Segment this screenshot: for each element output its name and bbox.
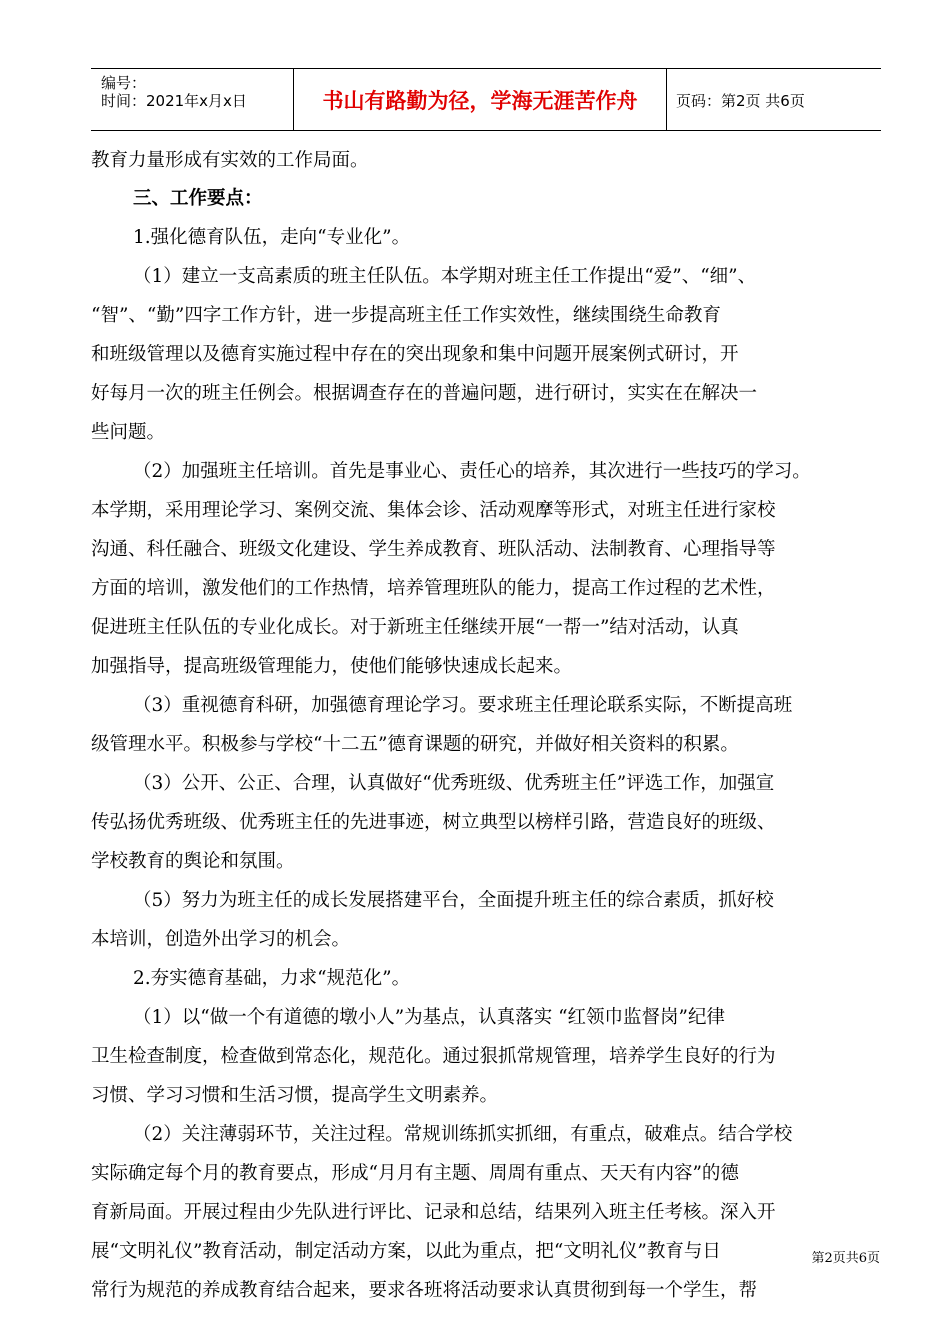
- body-line: （3）重视德育科研，加强德育理论学习。要求班主任理论联系实际，不断提高班: [133, 695, 793, 716]
- body-line: “智”、“勤”四字工作方针，进一步提高班主任工作实效性，继续围绕生命教育: [91, 305, 721, 326]
- page-footer: 第2页共6页: [811, 1251, 880, 1266]
- document-header: [91, 68, 881, 131]
- body-line: 级管理水平。积极参与学校“十二五”德育课题的研究，并做好相关资料的积累。: [91, 734, 739, 755]
- header-meta-cell: [91, 69, 292, 130]
- body-line: 传弘扬优秀班级、优秀班主任的先进事迹，树立典型以榜样引路，营造良好的班级、: [91, 812, 776, 833]
- body-line: 习惯、学习习惯和生活习惯，提高学生文明素养。: [91, 1085, 499, 1106]
- subsection-heading: 2.夯实德育基础，力求“规范化”。: [133, 968, 411, 989]
- body-line: 实际确定每个月的教育要点，形成“月月有主题、周周有重点、天天有内容”的德: [91, 1163, 739, 1184]
- body-line: 本培训，创造外出学习的机会。: [91, 929, 351, 950]
- header-motto-cell: [293, 69, 667, 130]
- body-line: 学校教育的舆论和氛围。: [91, 851, 295, 872]
- body-line: （2）加强班主任培训。首先是事业心、责任心的培养，其次进行一些技巧的学习。: [133, 461, 811, 482]
- header-motto: 书山有路勤为径，学海无涯苦作舟: [322, 89, 638, 113]
- body-line: 本学期，采用理论学习、案例交流、集体会诊、活动观摩等形式，对班主任进行家校: [91, 500, 776, 521]
- body-line: 教育力量形成有实效的工作局面。: [91, 150, 369, 171]
- body-line: 育新局面。开展过程由少先队进行评比、记录和总结，结果列入班主任考核。深入开: [91, 1202, 776, 1223]
- body-line: 和班级管理以及德育实施过程中存在的突出现象和集中问题开展案例式研讨，开: [91, 344, 739, 365]
- body-line: 沟通、科任融合、班级文化建设、学生养成教育、班队活动、法制教育、心理指导等: [91, 539, 776, 560]
- header-page-label: 页码：第2页 共6页: [676, 92, 805, 110]
- body-line: （2）关注薄弱环节，关注过程。常规训练抓实抓细，有重点，破难点。结合学校: [133, 1124, 793, 1145]
- document-number-label: 编号：: [101, 74, 147, 92]
- section-heading: 三、工作要点：: [133, 188, 263, 209]
- header-page-cell: [666, 69, 881, 130]
- subsection-heading: 1.强化德育队伍，走向“专业化”。: [133, 227, 411, 248]
- body-line: （1）建立一支高素质的班主任队伍。本学期对班主任工作提出“爱”、“细”、: [133, 266, 757, 287]
- body-line: （3）公开、公正、合理，认真做好“优秀班级、优秀班主任”评选工作，加强宣: [133, 773, 775, 794]
- body-line: 常行为规范的养成教育结合起来，要求各班将活动要求认真贯彻到每一个学生，帮: [91, 1280, 758, 1301]
- body-line: 好每月一次的班主任例会。根据调查存在的普遍问题，进行研讨，实实在在解决一: [91, 383, 758, 404]
- body-line: （1）以“做一个有道德的墩小人”为基点，认真落实 “红领巾监督岗”纪律: [133, 1007, 725, 1028]
- body-line: 些问题。: [91, 422, 166, 443]
- body-line: 促进班主任队伍的专业化成长。对于新班主任继续开展“一帮一”结对活动，认真: [91, 617, 739, 638]
- body-line: 加强指导，提高班级管理能力，使他们能够快速成长起来。: [91, 656, 573, 677]
- body-line: 展“文明礼仪”教育活动，制定活动方案，以此为重点，把“文明礼仪”教育与日: [91, 1241, 721, 1262]
- body-line: 方面的培训，激发他们的工作热情，培养管理班队的能力，提高工作过程的艺术性，: [91, 578, 776, 599]
- body-line: 卫生检查制度，检查做到常态化，规范化。通过狠抓常规管理，培养学生良好的行为: [91, 1046, 776, 1067]
- body-line: （5）努力为班主任的成长发展搭建平台，全面提升班主任的综合素质，抓好校: [133, 890, 774, 911]
- document-date-label: 时间：2021年x月x日: [101, 92, 247, 110]
